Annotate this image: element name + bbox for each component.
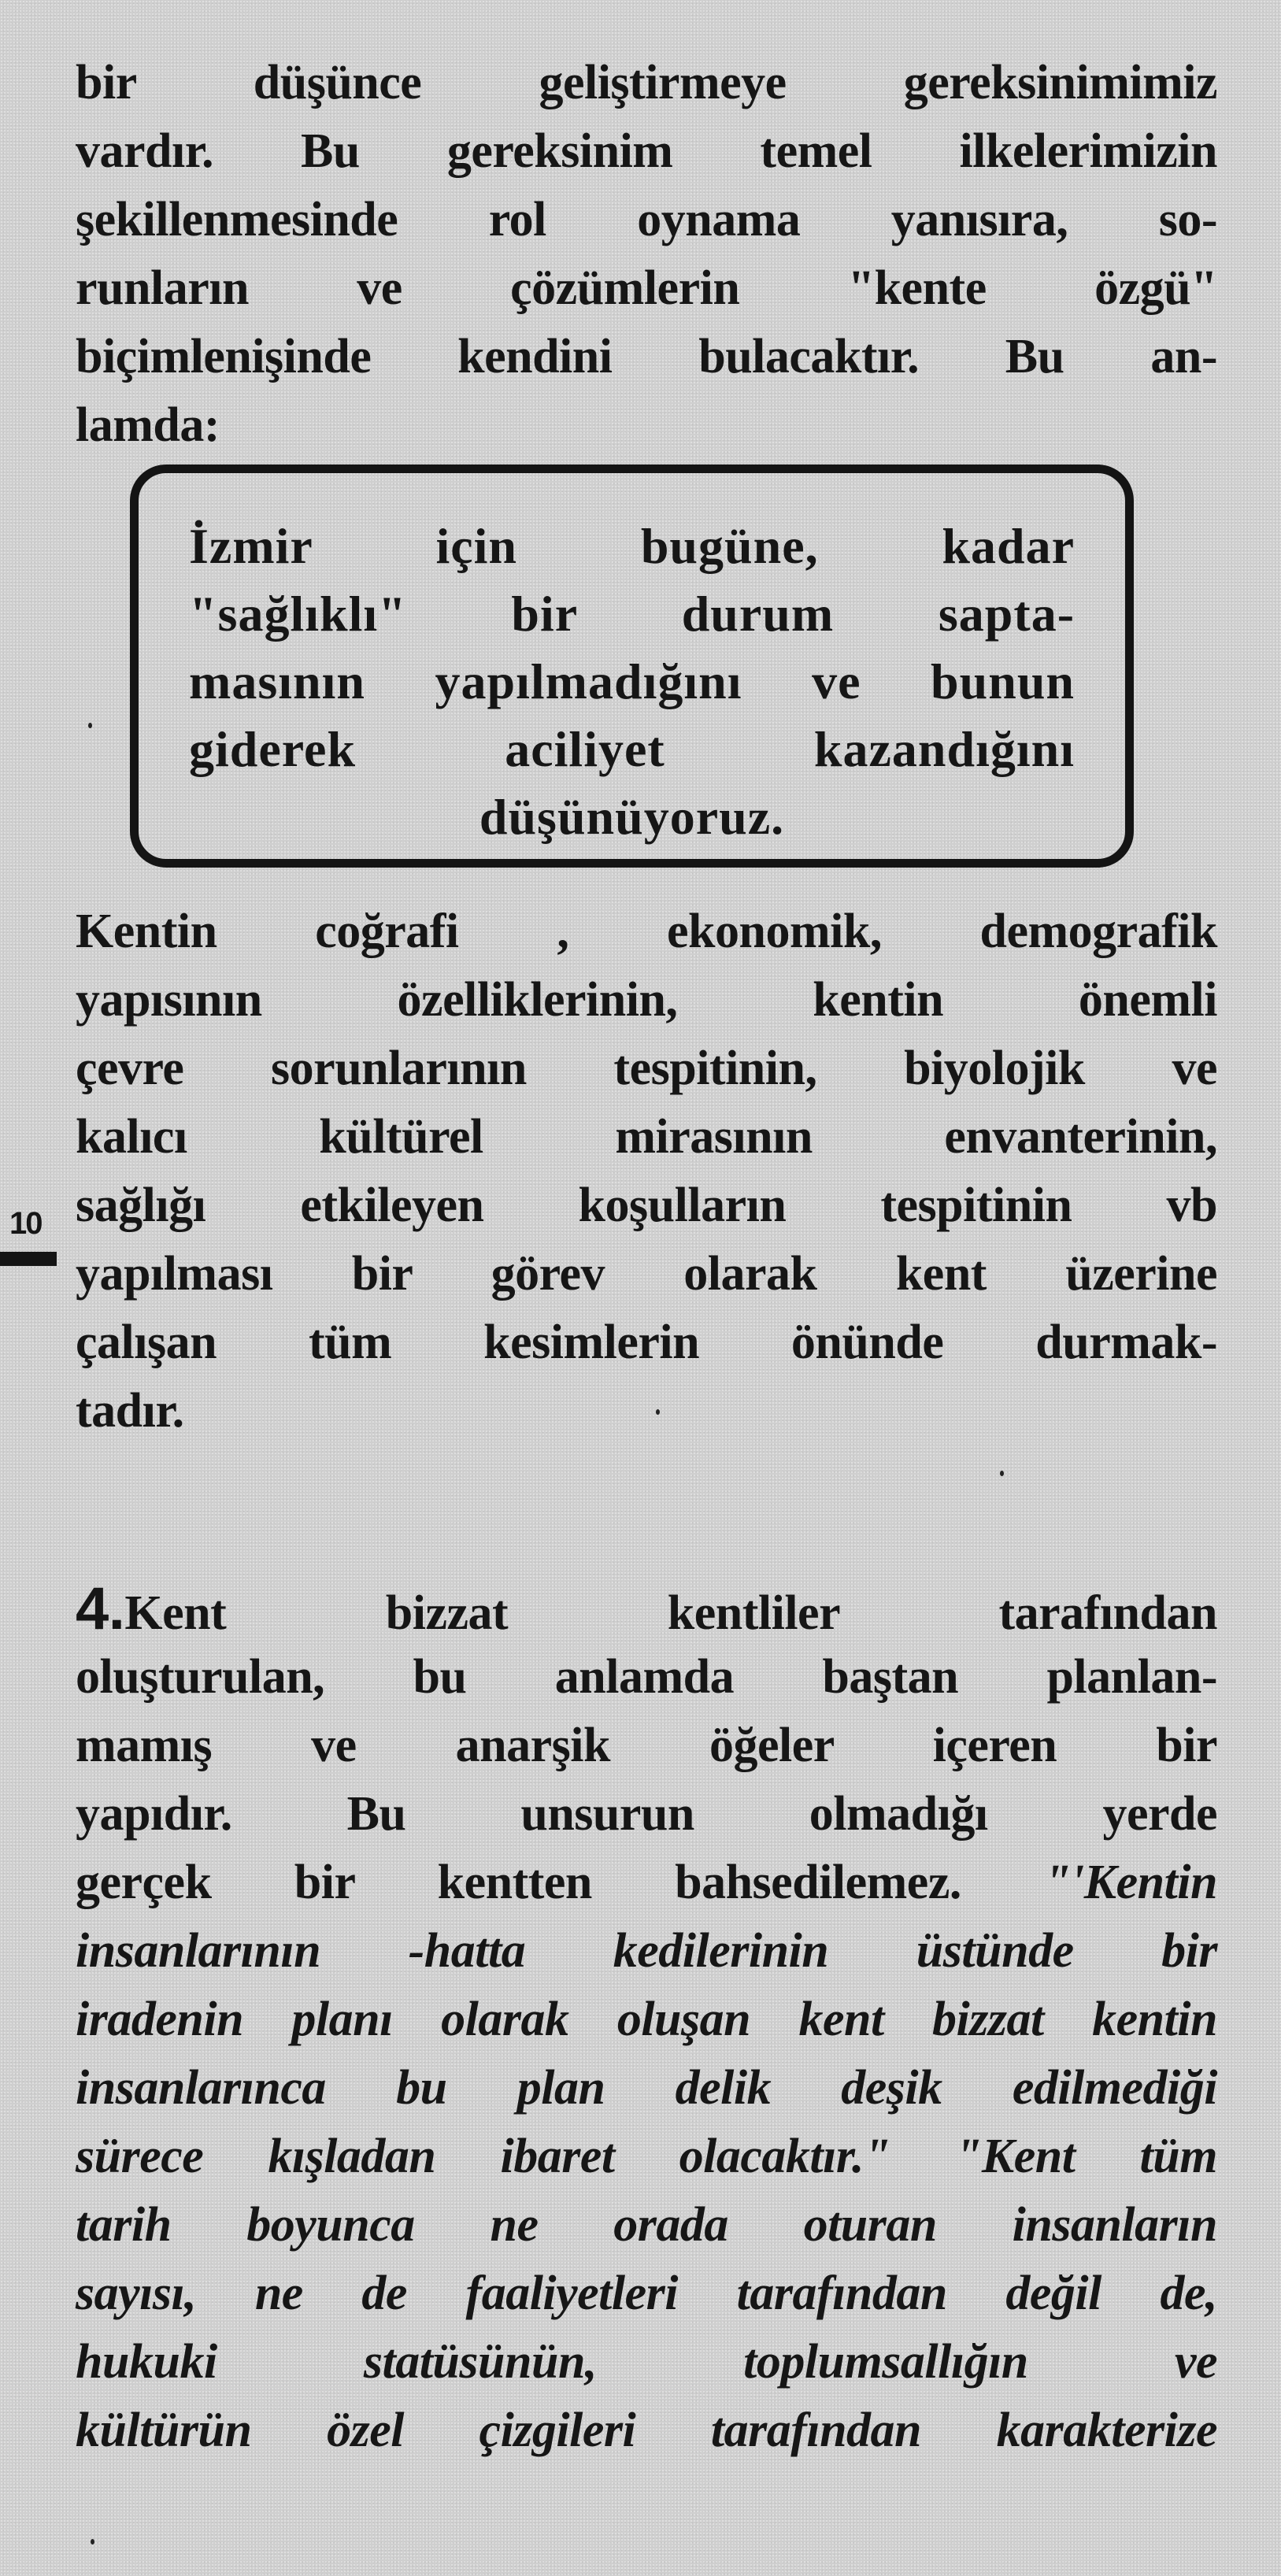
text-span: gerçek bir kentten bahsedilemez. bbox=[76, 1856, 1045, 1909]
text-line: yapıdır. Bu unsurun olmadığı yerde bbox=[76, 1787, 1217, 1841]
text-line: mamış ve anarşik öğeler içeren bir bbox=[76, 1719, 1217, 1772]
text-line: kalıcı kültürel mirasının envanterinin, bbox=[76, 1110, 1217, 1164]
environment-paragraph-text bbox=[76, 898, 1217, 1445]
scan-speck bbox=[1000, 1471, 1004, 1476]
environment-paragraph bbox=[76, 898, 1217, 1445]
scan-speck bbox=[88, 723, 92, 728]
scan-speck bbox=[91, 2539, 94, 2545]
text-line bbox=[76, 1849, 1217, 1917]
section-number: 4. bbox=[76, 1575, 125, 1642]
text-line bbox=[76, 1575, 1217, 1643]
text-line: vardır. Bu gereksinim temel ilkelerimizin bbox=[76, 124, 1217, 178]
scan-speck bbox=[656, 1409, 660, 1415]
quote-line: hukuki statüsünün, toplumsallığın ve bbox=[76, 2335, 1217, 2389]
quote-line: sayısı, ne de faaliyetleri tarafından değil de, bbox=[76, 2267, 1217, 2320]
text-line: yapısının özelliklerinin, kentin önemli bbox=[76, 973, 1217, 1027]
text-line: lamda: bbox=[76, 398, 220, 452]
text-line: şekillenmesinde rol oynama yanısıra, so- bbox=[76, 193, 1217, 246]
text-line: bir düşünce geliştirmeye gereksinimimiz bbox=[76, 56, 1217, 109]
text-line: Kentin coğrafi , ekonomik, demografik bbox=[76, 905, 1217, 958]
quote-line: insanlarınca bu plan delik deşik edilmediği bbox=[76, 2061, 1217, 2115]
callout-text bbox=[189, 513, 1075, 851]
text-line: masının yapılmadığını ve bunun bbox=[189, 653, 1075, 709]
callout-box bbox=[130, 464, 1134, 868]
quote-line: insanlarının -hatta kedilerinin üstünde bir bbox=[76, 1924, 1217, 1978]
text-line: biçimlenişinde kendini bulacaktır. Bu an- bbox=[76, 330, 1217, 383]
quote-line: iradenin planı olarak oluşan kent bizzat kentin bbox=[76, 1993, 1217, 2046]
quote-line: sürece kışladan ibaret olacaktır." "Kent tüm bbox=[76, 2130, 1217, 2183]
text-line: çalışan tüm kesimlerin önünde durmak- bbox=[76, 1316, 1217, 1369]
quote-start: "'Kentin bbox=[1044, 1856, 1217, 1909]
intro-paragraph-text bbox=[76, 49, 1217, 460]
text-line: oluşturulan, bu anlamda baştan planlan- bbox=[76, 1650, 1217, 1704]
quote-line: kültürün özel çizgileri tarafından karakterize bbox=[76, 2404, 1217, 2457]
text-line: İzmir için bugüne, kadar bbox=[189, 518, 1075, 574]
text-line: düşünüyoruz. bbox=[479, 789, 785, 845]
margin-marker-bar bbox=[0, 1252, 57, 1266]
intro-paragraph bbox=[76, 49, 1217, 460]
text-line: runların ve çözümlerin "kente özgü" bbox=[76, 261, 1217, 315]
text-span: Kent bizzat kentliler tarafından bbox=[124, 1586, 1217, 1640]
text-line: çevre sorunlarının tespitinin, biyolojik ve bbox=[76, 1042, 1217, 1095]
text-line: giderek aciliyet kazandığını bbox=[189, 721, 1075, 777]
section-four-text bbox=[76, 1575, 1217, 2465]
section-four-paragraph bbox=[76, 1575, 1217, 2465]
text-line: "sağlıklı" bir durum sapta- bbox=[189, 586, 1075, 642]
page-number: 10 bbox=[9, 1206, 42, 1241]
text-line: sağlığı etkileyen koşulların tespitinin vb bbox=[76, 1179, 1217, 1232]
text-line: yapılması bir görev olarak kent üzerine bbox=[76, 1247, 1217, 1301]
text-line: tadır. bbox=[76, 1384, 184, 1438]
quote-line: tarih boyunca ne orada oturan insanların bbox=[76, 2198, 1217, 2252]
